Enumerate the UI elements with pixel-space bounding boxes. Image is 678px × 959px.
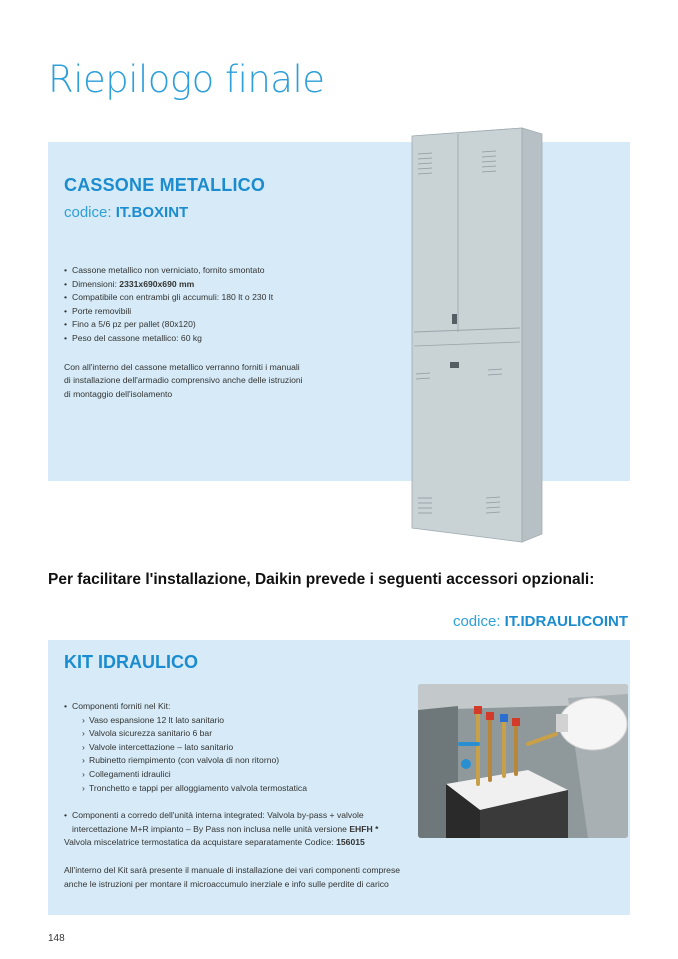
valve-line: Valvola miscelatrice termostatica da acquistare separatamente Codice: 156015 <box>64 837 365 847</box>
list-item: • Componenti a corredo dell'unità interna integrated: Valvola by-pass + valvole intercettazione M+R impianto – By Pass non inclusa nelle unità versione EHFH * <box>64 809 424 836</box>
page-title: Riepilogo finale <box>48 58 325 101</box>
code-label: codice: <box>64 204 116 221</box>
list-item: • Porte removibili <box>64 305 344 319</box>
kit-note: All'interno del Kit sarà presente il manuale di installazione dei vari componenti comprese anche le istruzioni per montare il microaccumulo inerziale e info sulle perdite di carico <box>64 865 401 889</box>
list-item: › Rubinetto riempimento (con valvola di non ritorno) <box>82 754 404 768</box>
list-item: • Cassone metallico non verniciato, fornito smontato <box>64 264 344 278</box>
list-item: › Tronchetto e tappi per alloggiamento valvola termostatica <box>82 782 404 796</box>
list-item: › Vaso espansione 12 lt lato sanitario <box>82 714 404 728</box>
list-item: • Componenti forniti nel Kit: <box>64 700 404 714</box>
cabinet-specs-list <box>64 264 344 346</box>
cabinet-code <box>64 204 188 221</box>
kit-components-list <box>64 714 404 796</box>
cabinet-heading: CASSONE METALLICO <box>64 175 266 195</box>
cabinet-note: Con all'interno del cassone metallico verranno forniti i manuali di installazione dell'armadio comprensivo anche delle istruzioni di montaggio dell'isolamento <box>64 362 303 399</box>
cabinet-illustration <box>402 126 552 546</box>
list-item: › Valvola sicurezza sanitario 6 bar <box>82 727 404 741</box>
list-item: › Collegamenti idraulici <box>82 768 404 782</box>
kit-heading: KIT IDRAULICO <box>64 652 198 672</box>
code-value: IT.BOXINT <box>115 204 189 221</box>
list-item: › Valvole intercettazione – lato sanitario <box>82 741 404 755</box>
hydraulic-kit-photo <box>418 684 628 838</box>
accessories-intro: Per facilitare l'installazione, Daikin prevede i seguenti accessori opzionali: <box>48 571 595 588</box>
list-item: • Peso del cassone metallico: 60 kg <box>64 332 344 346</box>
kit-components <box>64 700 404 795</box>
list-item: • Compatibile con entrambi gli accumuli: 180 lt o 230 lt <box>64 291 344 305</box>
list-item: • Dimensioni: 2331x690x690 mm <box>64 278 344 292</box>
list-item: • Fino a 5/6 pz per pallet (80x120) <box>64 318 344 332</box>
kit-accessories <box>64 809 424 836</box>
page-number: 148 <box>48 933 65 944</box>
kit-code: codice: IT.IDRAULICOINT <box>452 613 628 630</box>
